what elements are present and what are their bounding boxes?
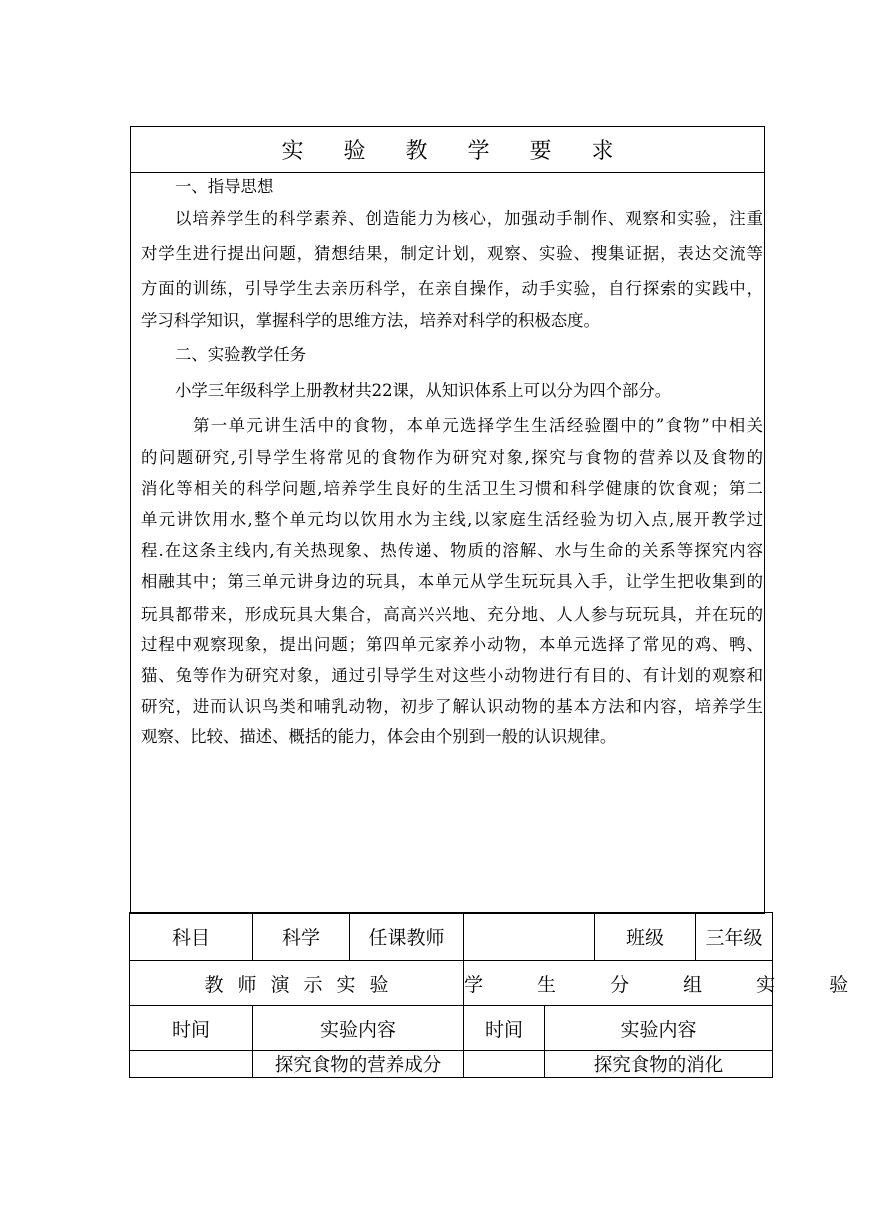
section2-line: 研究，进而认识鸟类和哺乳动物，初步了解认识动物的基本方法和内容，培养学生 <box>141 697 763 716</box>
section2-line: 的问题研究,引导学生将常见的食物作为研究对象,探究与食物的营养以及食物的 <box>141 448 763 467</box>
section2-line: 单元讲饮用水,整个单元均以饮用水为主线,以家庭生活经验为切入点,展开教学过 <box>141 510 763 529</box>
student-group-header-text: 学 生 分 组 实 验 <box>464 973 872 996</box>
page-title: 实验教学要求 <box>281 139 654 164</box>
section2-line: 第一单元讲生活中的食物，本单元选择学生生活经验圈中的”食物”中相关 <box>193 416 763 435</box>
experiment-type-row <box>130 961 773 1006</box>
section1-heading: 一、指导思想 <box>175 177 274 196</box>
time-header: 时间 <box>130 1006 253 1051</box>
time-header: 时间 <box>464 1006 545 1051</box>
section2-line: 过程中观察现象，提出问题；第四单元家养小动物，本单元选择了常见的鸡、鸭、 <box>141 635 763 654</box>
class-label: 班级 <box>595 913 696 961</box>
teacher-value <box>464 913 595 961</box>
teacher-demo-header-text: 教师演示实验 <box>204 973 403 996</box>
teacher-label: 任课教师 <box>350 913 464 961</box>
section2-line: 程.在这条主线内,有关热现象、热传递、物质的溶解、水与生命的关系等探究内容 <box>141 541 763 560</box>
info-row <box>130 913 773 961</box>
column-header-row <box>130 1006 773 1051</box>
subject-value: 科学 <box>253 913 350 961</box>
class-value: 三年级 <box>696 913 773 961</box>
content-cell: 探究食物的消化 <box>545 1051 773 1078</box>
section2-line: 消化等相关的科学问题,培养学生良好的生活卫生习惯和科学健康的饮食观；第二 <box>141 479 763 498</box>
content-header: 实验内容 <box>545 1006 773 1051</box>
experiment-table <box>129 912 872 1078</box>
title-row <box>131 127 764 173</box>
section2-intro: 小学三年级科学上册教材共22课，从知识体系上可以分为四个部分。 <box>175 381 672 400</box>
section2-heading: 二、实验教学任务 <box>175 345 307 364</box>
section2-line: 观察、比较、描述、概括的能力，体会由个别到一般的认识规律。 <box>141 727 617 746</box>
requirements-box <box>130 126 765 914</box>
section1-line: 以培养学生的科学素养、创造能力为核心，加强动手制作、观察和实验，注重 <box>175 209 763 228</box>
time-cell <box>464 1051 545 1078</box>
content-cell: 探究食物的营养成分 <box>253 1051 464 1078</box>
section1-line: 方面的训练，引导学生去亲历科学，在亲自操作，动手实验，自行探索的实践中， <box>141 279 763 298</box>
student-group-header <box>464 961 872 1006</box>
section2-line: 玩具都带来，形成玩具大集合，高高兴兴地、充分地、人人参与玩玩具，并在玩的 <box>141 605 763 624</box>
teacher-demo-header <box>130 961 464 1006</box>
time-cell <box>130 1051 253 1078</box>
content-header: 实验内容 <box>253 1006 464 1051</box>
section2-line: 猫、兔等作为研究对象，通过引导学生对这些小动物进行有目的、有计划的观察和 <box>141 666 763 685</box>
section1-line: 对学生进行提出问题，猜想结果，制定计划，观察、实验、搜集证据，表达交流等 <box>141 244 763 263</box>
table-row <box>130 1051 773 1078</box>
subject-label: 科目 <box>130 913 253 961</box>
section2-line: 相融其中；第三单元讲身边的玩具，本单元从学生玩玩具入手，让学生把收集到的 <box>141 572 763 591</box>
section1-line: 学习科学知识，掌握科学的思维方法，培养对科学的积极态度。 <box>141 311 600 330</box>
